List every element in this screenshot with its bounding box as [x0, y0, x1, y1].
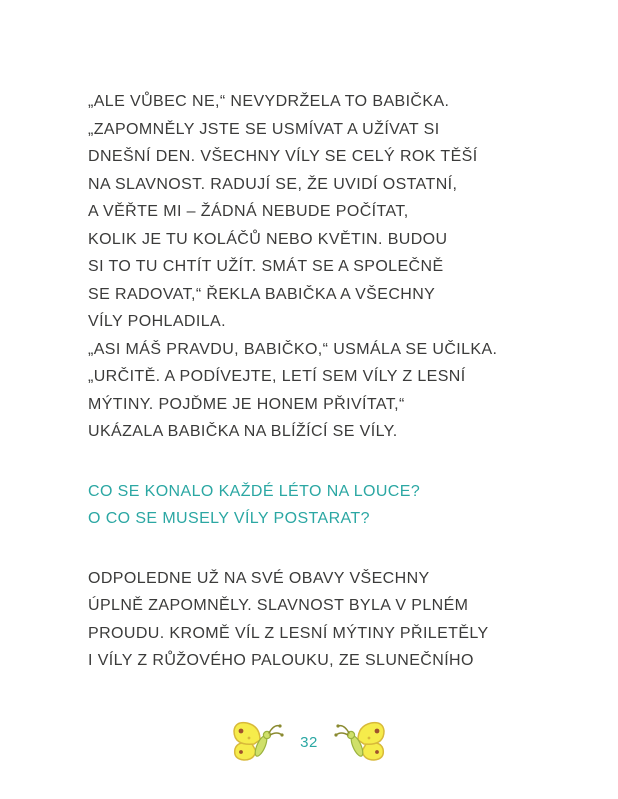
text-line: „ALE VŮBEC NE,“ NEVYDRŽELA TO BABIČKA.: [88, 93, 450, 110]
text-line: ODPOLEDNE UŽ NA SVÉ OBAVY VŠECHNY: [88, 569, 430, 587]
story-text: [88, 88, 558, 675]
text-line: A VĚŘTE MI – ŽÁDNÁ NEBUDE POČÍTAT,: [88, 203, 409, 220]
question-line: O CO SE MUSELY VÍLY POSTARAT?: [88, 510, 370, 527]
text-line: SI TO TU CHTÍT UŽÍT. SMÁT SE A SPOLEČNĚ: [88, 258, 444, 275]
page-number: 32: [300, 733, 318, 751]
question-block: [88, 478, 558, 533]
text-line: DNEŠNÍ DEN. VŠECHNY VÍLY SE CELÝ ROK TĚŠÍ: [88, 148, 478, 165]
text-line: I VÍLY Z RŮŽOVÉHO PALOUKU, ZE SLUNEČNÍHO: [88, 652, 474, 669]
text-line: ÚPLNĚ ZAPOMNĚLY. SLAVNOST BYLA V PLNÉM: [88, 597, 469, 614]
page-footer: [0, 712, 618, 772]
text-line: VÍLY POHLADILA.: [88, 313, 226, 330]
butterfly-icon: [230, 716, 284, 768]
text-line: KOLIK JE TU KOLÁČŮ NEBO KVĚTIN. BUDOU: [88, 230, 448, 248]
text-line: UKÁZALA BABIČKA NA BLÍŽÍCÍ SE VÍLY.: [88, 423, 398, 440]
story-paragraph-1: [88, 88, 558, 446]
text-line: „URČITĚ. A PODÍVEJTE, LETÍ SEM VÍLY Z LESNÍ: [88, 368, 466, 385]
text-line: „ASI MÁŠ PRAVDU, BABIČKO,“ USMÁLA SE UČILKA.: [88, 340, 498, 358]
text-line: MÝTINY. POJĎME JE HONEM PŘIVÍTAT,“: [88, 395, 405, 413]
text-line: „ZAPOMNĚLY JSTE SE USMÍVAT A UŽÍVAT SI: [88, 120, 440, 138]
story-paragraph-2: [88, 565, 558, 675]
question-line: CO SE KONALO KAŽDÉ LÉTO NA LOUCE?: [88, 482, 421, 500]
text-line: PROUDU. KROMĚ VÍL Z LESNÍ MÝTINY PŘILETĚLY: [88, 624, 489, 642]
text-line: SE RADOVAT,“ ŘEKLA BABIČKA A VŠECHNY: [88, 285, 436, 303]
butterfly-icon: [334, 716, 388, 768]
text-line: NA SLAVNOST. RADUJÍ SE, ŽE UVIDÍ OSTATNÍ,: [88, 175, 458, 193]
